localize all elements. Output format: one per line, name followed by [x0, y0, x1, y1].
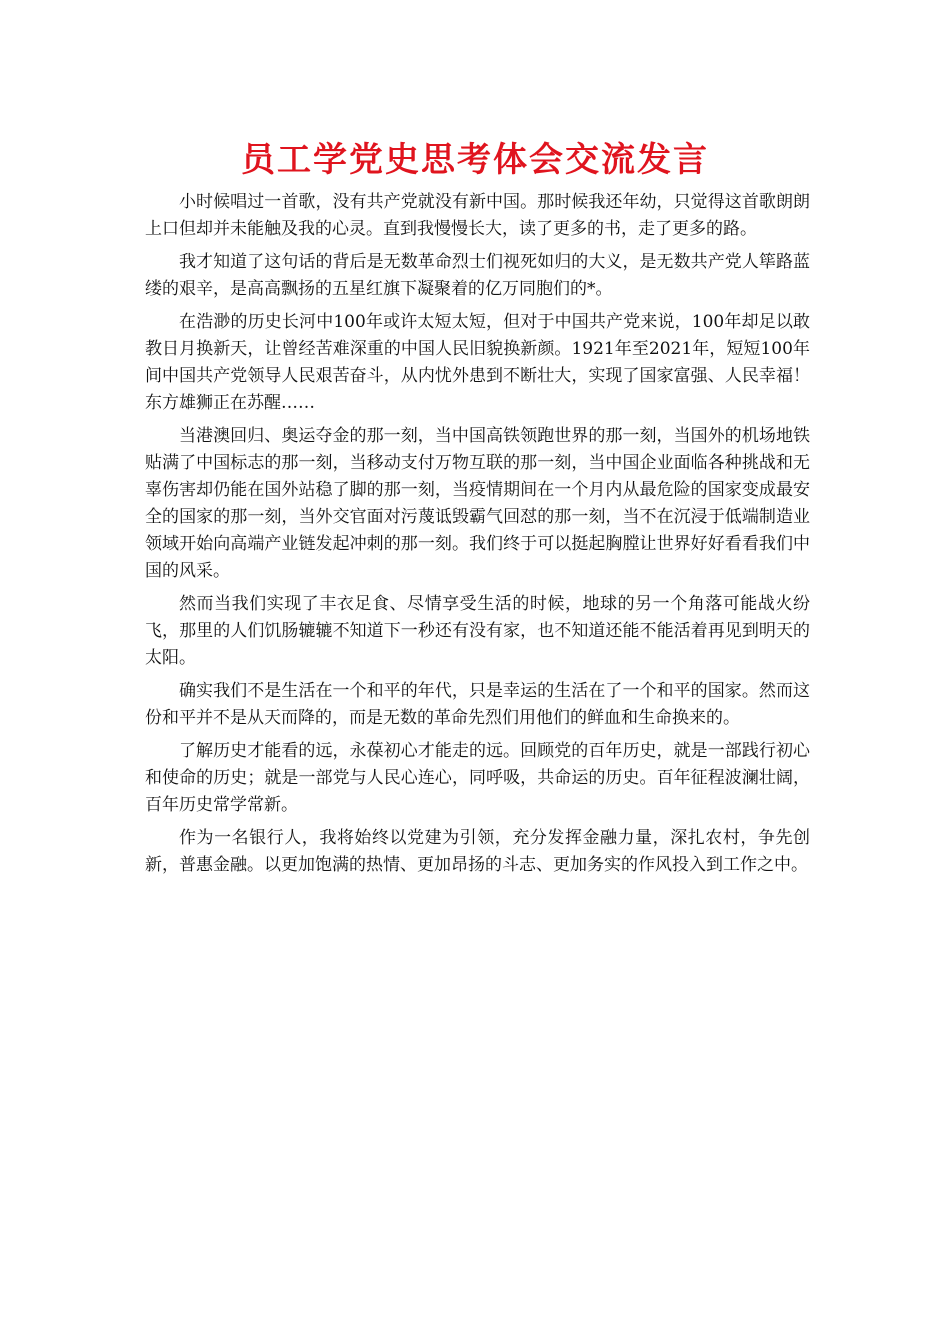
paragraph-5: 然而当我们实现了丰衣足食、尽情享受生活的时候，地球的另一个角落可能战火纷飞，那里的人们饥肠辘辘不知道下一秒还有没有家，也不知道还能不能活着再见到明天的太阳。 — [145, 594, 810, 668]
document-title: 员工学党史思考体会交流发言 — [241, 140, 709, 180]
document-body — [145, 189, 810, 885]
paragraph-6: 确实我们不是生活在一个和平的年代，只是幸运的生活在了一个和平的国家。然而这份和平并不是从天而降的，而是无数的革命先烈们用他们的鲜血和生命换来的。 — [145, 681, 810, 728]
paragraph-4: 当港澳回归、奥运夺金的那一刻，当中国高铁领跑世界的那一刻，当国外的机场地铁贴满了中国标志的那一刻，当移动支付万物互联的那一刻，当中国企业面临各种挑战和无辜伤害却仍能在国外站稳了脚的那一刻，当疫情期间在一个月内从最危险的国家变成最安全的国家的那一刻，当外交官面对污蔑诋毁霸气回怼的那一刻，当不在沉浸于低端制造业领域开始向高端产业链发起冲刺的那一刻。我们终于可以挺起胸膛让世界好好看看我们中国的风采。 — [145, 426, 810, 581]
paragraph-1: 小时候唱过一首歌，没有共产党就没有新中国。那时候我还年幼，只觉得这首歌朗朗上口但却并未能触及我的心灵。直到我慢慢长大，读了更多的书，走了更多的路。 — [145, 192, 810, 239]
paragraph-8: 作为一名银行人，我将始终以党建为引领，充分发挥金融力量，深扎农村，争先创新，普惠金融。以更加饱满的热情、更加昂扬的斗志、更加务实的作风投入到工作之中。 — [145, 828, 810, 875]
paragraph-2: 我才知道了这句话的背后是无数革命烈士们视死如归的大义，是无数共产党人筚路蓝缕的艰辛，是高高飘扬的五星红旗下凝聚着的亿万同胞们的*。 — [145, 252, 810, 299]
paragraph-7: 了解历史才能看的远，永葆初心才能走的远。回顾党的百年历史，就是一部践行初心和使命的历史；就是一部党与人民心连心，同呼吸，共命运的历史。百年征程波澜壮阔，百年历史常学常新。 — [145, 741, 810, 815]
paragraph-3: 在浩渺的历史长河中100年或许太短太短，但对于中国共产党来说，100年却足以敢教日月换新天，让曾经苦难深重的中国人民旧貌换新颜。1921年至2021年，短短100年间中国共产党领导人民艰苦奋斗，从内忧外患到不断壮大，实现了国家富强、人民幸福！东方雄狮正在苏醒…… — [145, 312, 810, 413]
